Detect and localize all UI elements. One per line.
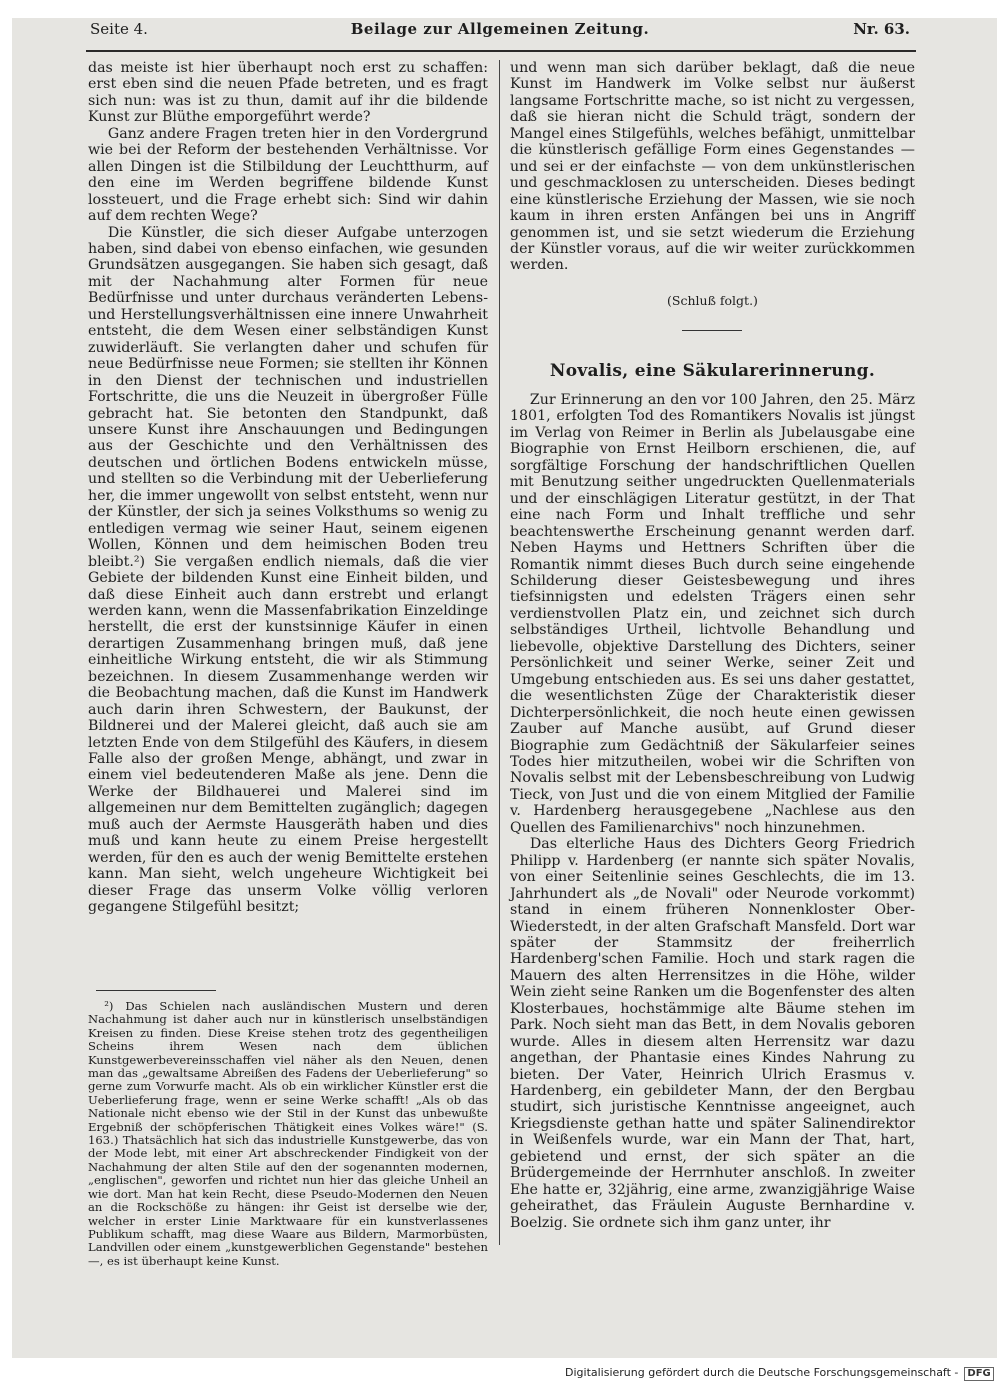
page-header [80,20,920,42]
paragraph: Das elterliche Haus des Dichters Georg Friedrich Philipp v. Hardenberg (er nannte sich später Novalis, von einer Seitenlinie seines Geschlechts, die im 13. Jahrhundert als „de Novali" oder Neurode vorkommt) stand in einem früheren Nonnenkloster Ober-Wiederstedt, in der alten Grafschaft Mansfeld. Dort war später der Stammsitz der freiherrlich Hardenberg'schen Familie. Hoch und stark ragen die Mauern des alten Herrensitzes in die Höhe, wilder Wein zieht seine Ranken um die Bogenfenster des alten Klosterbaues, hochstämmige alte Bäume stehen im Park. Noch sieht man das Bett, in dem Novalis geboren wurde. Alles in diesem alten Herrensitz war dazu angethan, der Phantasie eines Kindes Nahrung zu bieten. Der Vater, Heinrich Ulrich Erasmus v. Hardenberg, ein gebildeter Mann, der den Bergbau studirt, sich juristische Kenntnisse angeeignet, auch Kriegsdienste gethan hatte und später Salinendirektor in Weißenfels wurde, war ein Mann der That, hart, gebietend und ernst, der sich später an die Brüdergemeinde der Herrnhuter anschloß. In zweiter Ehe hatte er, 32jährig, eine arme, zwanzigjährige Waise geheirathet, das Fräulein Auguste Bernhardine v. Boelzig. Sie ordnete sich ihm ganz unter, ihr [510,836,915,1231]
article-title: Novalis, eine Säkularerinnerung. [549,361,876,381]
paragraph: Die Künstler, die sich dieser Aufgabe unterzogen haben, sind dabei von ebenso einfachen, wie gesunden Grundsätzen ausgegangen. Sie haben sich gesagt, daß mit der Nachahmung alter Formen für neue Bedürfnisse und unter durchaus veränderten Lebens- und Herstellungsverhältnissen eine innere Unwahrheit entsteht, die dem Wesen einer selbständigen Kunst zuwiderläuft. Sie verlangten daher und schufen für neue Bedürfnisse neue Formen; sie stellten ihr Können in den Dienst der technischen und industriellen Fortschritte, die uns die Neuzeit in übergroßer Fülle gebracht hat. Sie betonten den Standpunkt, daß unsere Kunst ihre Anschauungen und Bedingungen aus der Geschichte und den Verhältnissen des deutschen und örtlichen Bodens entwickeln müsse, und stellten so die Verbindung mit der Ueberlieferung her, die immer ungewollt von selbst entsteht, wenn nur der Künstler, der sich ja seines Volksthums so wenig zu entledigen vermag wie seiner Haut, seinem eigenen Wollen, Können und dem heimischen Boden treu bleibt.²) Sie vergaßen endlich niemals, daß die vier Gebiete der bildenden Kunst eine Einheit bilden, und daß diese Einheit auch dann erstrebt und erlangt werden kann, wenn die Massenfabrikation Einzeldinge herstellt, die erst der kunstsinnige Käufer in einen derartigen Zusammenhang bringen muß, daß jene einheitliche Wirkung entsteht, die wir als Stimmung bezeichnen. In diesem Zusammenhange werden wir die Beobachtung machen, daß die Kunst im Handwerk auch darin ihren Schwestern, der Baukunst, der Bildnerei und der Malerei gleicht, daß auch sie am letzten Ende von dem Stilgefühl des Käufers, in diesem Falle also der großen Menge, abhängt, und zwar in einem viel bedeutenderen Maße als jene. Denn die Werke der Bildhauerei und Malerei sind im allgemeinen nur dem Bemittelten zugänglich; dagegen muß auch der Aermste Hausgeräth haben und dies muß und kann heute zu einem Preise hergestellt werden, für den es auch der wenig Bemittelte erstehen kann. Man sieht, welch ungeheure Wichtigkeit bei dieser Frage das unserm Volke völlig verloren gegangene Stilgefühl besitzt; [88,224,488,916]
paragraph: Ganz andere Fragen treten hier in den Vordergrund wie bei der Reform der bestehenden Verhältnisse. Vor allen Dingen ist die Stilbildung der Leuchtthurm, auf den eine im Werden begriffene bildende Kunst lossteuert, und die Frage erhebt sich: Sind wir dahin auf dem rechten Wege? [88,125,488,225]
page-number: Seite 4. [90,20,148,38]
dfg-logo-icon: DFG [964,1367,993,1381]
right-column-continuation [510,60,915,274]
column-divider [499,60,500,1245]
digitization-credit [565,1366,997,1382]
section-rule [682,330,742,331]
header-rule [86,50,916,52]
paragraph: und wenn man sich darüber beklagt, daß die neue Kunst im Handwerk im Volke selbst nur äußerst langsame Fortschritte mache, so ist nicht zu vergessen, daß sie hieran nicht die Schuld trägt, sondern der Mangel eines Stilgefühls, welches befähigt, unmittelbar die künstlerisch gefällige Form eines Gegenstandes — und sei er der einfachste — von dem unkünstlerischen und geschmacklosen zu unterscheiden. Dieses bedingt eine künstlerische Erziehung der Massen, wie sie noch kaum in ihren ersten Anfängen bei uns in Angriff genommen ist, und sie setzt wiederum die Erziehung der Künstler voraus, auf die wir weiter zurückkommen werden. [510,60,915,274]
article-body [510,392,915,1250]
credit-text: Digitalisierung gefördert durch die Deutsche Forschungsgemeinschaft - [565,1366,959,1379]
continued-note: (Schluß folgt.) [667,293,758,308]
paragraph: das meiste ist hier überhaupt noch erst zu schaffen: erst eben sind die neuen Pfade betreten, und es fragt sich nun: was ist zu thun, damit auf ihr die bildende Kunst zur Blüthe emporgeführt werde? [88,60,488,126]
footnote-text: ²) Das Schielen nach ausländischen Mustern und deren Nachahmung ist daher auch nur in künstlerisch unselbständigen Kreisen zu finden. Diese Kreise stehen trotz des gegentheiligen Scheins ihrem Wesen nach dem üblichen Kunstgewerbevereinsschaffen viel näher als den Neuen, denen man das „gewaltsame Abreißen des Fadens der Ueberlieferung" so gerne zum Vorwurfe macht. Als ob ein wirklicher Künstler erst die Ueberlieferung frage, wenn er seine Werke schafft! „Als ob das Nationale nicht ebenso wie der Stil in der Kunst das unbewußte Ergebniß der schöpferischen Thätigkeit eines Volkes wäre!" (S. 163.) Thatsächlich hat sich das industrielle Kunstgewerbe, das von der Mode lebt, mit einer Art abschreckender Findigkeit von der Nachahmung der alten Stile auf den der sogenannten modernen, „englischen", geworfen und richtet nun hier das gleiche Unheil an wie dort. Man hat kein Recht, diese Pseudo-Modernen den Neuen an die Rockschöße zu hängen: ihr Geist ist derselbe wie der, welcher in erster Linie Marktwaare für ein kunstverlassenes Publikum schafft, mag diese Waare aus Bildern, Marmorbüsten, Landvillen oder einem „kunstgewerblichen Gegenstande" bestehen —, es ist überhaupt keine Kunst. [88,999,488,1268]
issue-number: Nr. 63. [853,20,910,38]
footnote [88,999,488,1268]
footnote-rule [96,990,216,991]
newspaper-title: Beilage zur Allgemeinen Zeitung. [350,20,650,38]
paragraph: Zur Erinnerung an den vor 100 Jahren, den 25. März 1801, erfolgten Tod des Romantikers Novalis ist jüngst im Verlag von Reimer in Berlin als Jubelausgabe eine Biographie von Ernst Heilborn erschienen, die, auf sorgfältige Forschung der handschriftlichen Quellen mit Benutzung seither ungedruckten Quellenmaterials und der einschlägigen Literatur gestützt, in der That eine nach Form und Inhalt treffliche und sehr beachtenswerthe Erscheinung genannt werden darf. Neben Hayms und Hettners Schriften über die Romantik nimmt dieses Buch durch seine eingehende Schilderung dieser Geistesbewegung und ihres tiefsinnigsten und edelsten Trägers einen sehr verdienstvollen Platz ein, und zeichnet sich durch selbständiges Urtheil, lichtvolle Behandlung und liebevolle, objektive Darstellung des Dichters, seiner Persönlichkeit und seiner Werke, seiner Zeit und Umgebung entschieden aus. Es sei uns daher gestattet, die wesentlichsten Züge der Charakteristik dieser Dichterpersönlichkeit, die noch heute einen gewissen Zauber auf Manche ausübt, auf Grund dieser Biographie zum Gedächtniß der Säkularfeier seines Todes hier mitzutheilen, wobei wir die Schriften von Novalis selbst mit der Lebensbeschreibung von Ludwig Tieck, von Just und die von einem Mitglied der Familie v. Hardenberg herausgegebene „Nachlese aus den Quellen des Familienarchivs" noch hinzunehmen. [510,392,915,836]
